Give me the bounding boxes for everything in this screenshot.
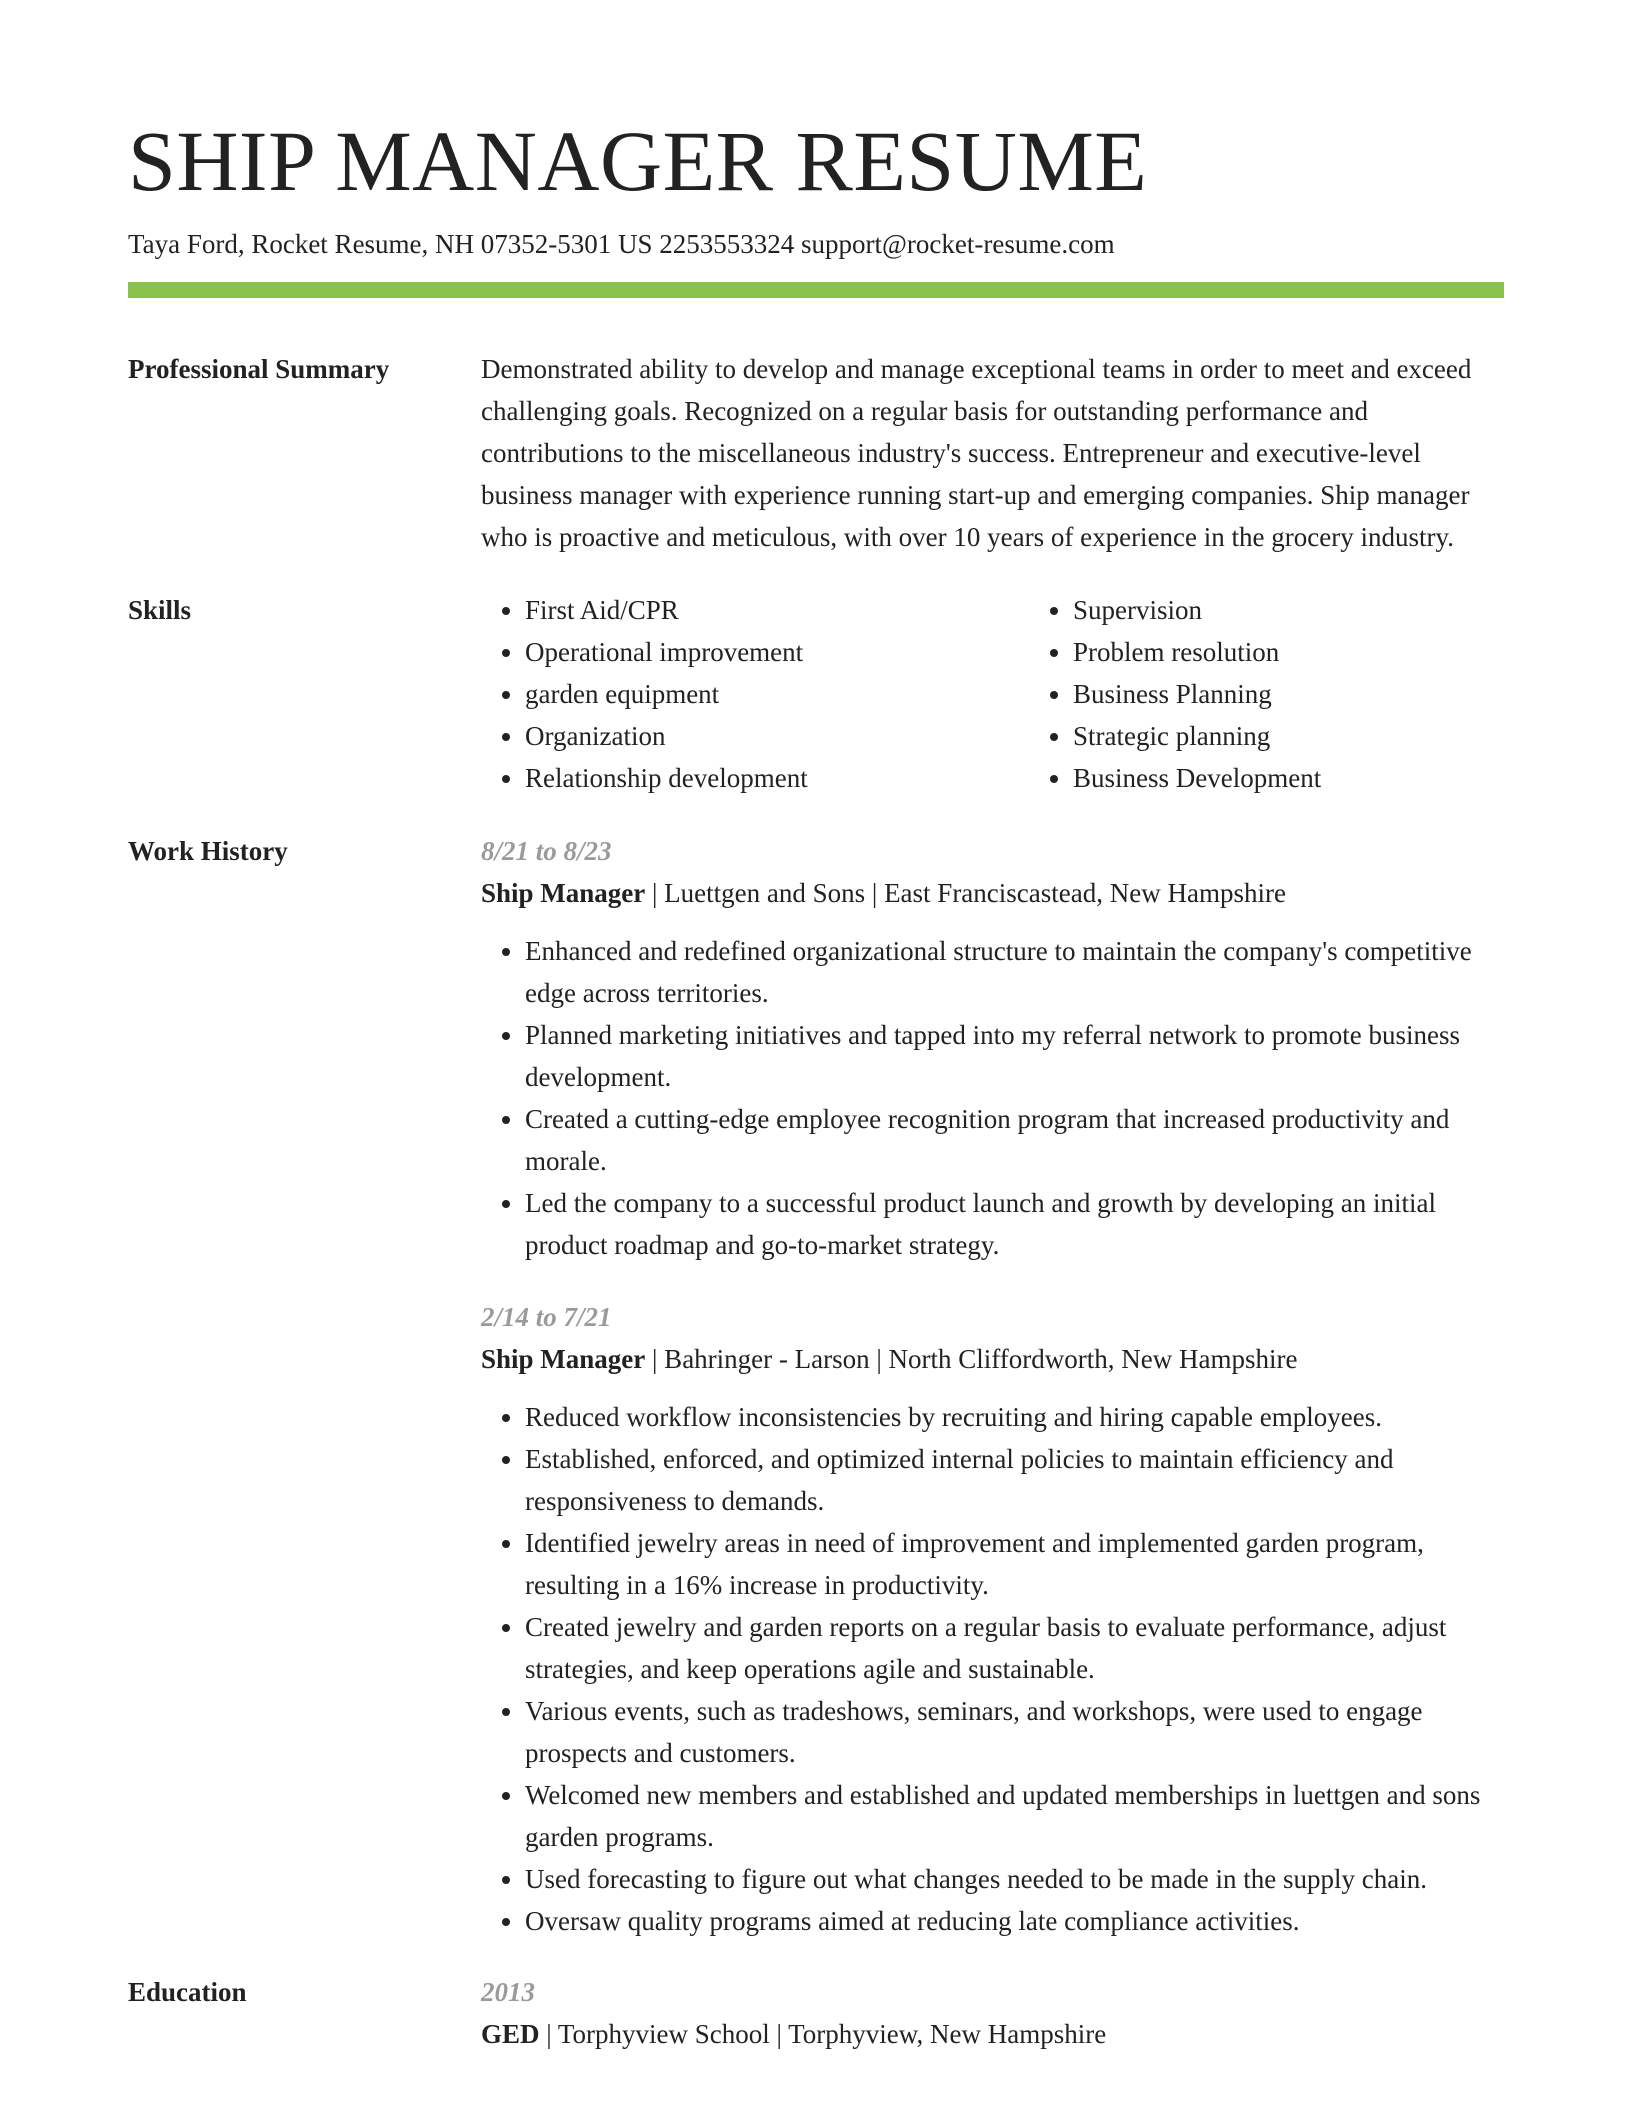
education-details: | Torphyview School | Torphyview, New Hampshire (539, 2019, 1107, 2050)
skill-item: • Relationship development (525, 757, 1029, 799)
job-bullet: • Used forecasting to figure out what changes needed to be made in the supply chain. (525, 1858, 1504, 1900)
skill-item: • Business Planning (1073, 673, 1577, 715)
skills-section (128, 589, 1504, 799)
work-history-heading: Work History (128, 836, 288, 867)
job-bullet: • Planned marketing initiatives and tapped into my referral network to promote business development. (525, 1014, 1504, 1098)
skill-item: • Organization (525, 715, 1029, 757)
job-bullet: • Identified jewelry areas in need of improvement and implemented garden program, resulting in a 16% increase in productivity. (525, 1522, 1504, 1606)
education-heading: Education (128, 1977, 247, 2008)
summary-heading: Professional Summary (128, 354, 390, 385)
header-divider (128, 282, 1504, 298)
job-bullet: • Led the company to a successful product launch and growth by developing an initial product roadmap and go-to-market strategy. (525, 1182, 1504, 1266)
job-dates: 2/14 to 7/21 (481, 1302, 612, 1333)
education-year: 2013 (481, 1977, 535, 2008)
job-bullet: • Created a cutting-edge employee recognition program that increased productivity and morale. (525, 1098, 1504, 1182)
job-title: Ship Manager (481, 878, 646, 909)
job-bullet: • Reduced workflow inconsistencies by recruiting and hiring capable employees. (525, 1396, 1504, 1438)
skill-item: • Problem resolution (1073, 631, 1577, 673)
skill-item: • Strategic planning (1073, 715, 1577, 757)
skills-list-right (1029, 589, 1577, 799)
job-dates: 8/21 to 8/23 (481, 836, 612, 867)
education-section (128, 1971, 1504, 2055)
summary-section (128, 348, 1504, 558)
job-bullets (481, 1396, 1504, 1942)
skills-grid (481, 589, 1577, 799)
job-bullet: • Oversaw quality programs aimed at reducing late compliance activities. (525, 1900, 1504, 1942)
job-heading (481, 1338, 1504, 1380)
skill-item: • Business Development (1073, 757, 1577, 799)
summary-text: Demonstrated ability to develop and manage exceptional teams in order to meet and exceed challenging goals. Recognized on a regular basis for outstanding performance and contributions to the miscellaneous industry's success. Entrepreneur and executive-level business manager with experience running start-up and emerging companies. Ship manager who is proactive and meticulous, with over 10 years of experience in the grocery industry. (481, 354, 1472, 553)
skills-heading: Skills (128, 595, 192, 626)
job-entry (481, 830, 1504, 1266)
job-bullet: • Various events, such as tradeshows, seminars, and workshops, were used to engage prospects and customers. (525, 1690, 1504, 1774)
skill-item: • garden equipment (525, 673, 1029, 715)
skill-item: • Operational improvement (525, 631, 1029, 673)
job-title: Ship Manager (481, 1344, 646, 1375)
skills-list-left (481, 589, 1029, 799)
job-bullet: • Established, enforced, and optimized internal policies to maintain efficiency and responsiveness to demands. (525, 1438, 1504, 1522)
education-entry (481, 2013, 1504, 2055)
job-heading (481, 872, 1504, 914)
job-bullet: • Welcomed new members and established and updated memberships in luettgen and sons garden programs. (525, 1774, 1504, 1858)
job-details: | Bahringer - Larson | North Cliffordworth, New Hampshire (645, 1344, 1298, 1375)
job-bullet: • Created jewelry and garden reports on a regular basis to evaluate performance, adjust strategies, and keep operations agile and sustainable. (525, 1606, 1504, 1690)
page-title: SHIP MANAGER RESUME (128, 113, 1148, 209)
job-bullets (481, 930, 1504, 1266)
education-degree: GED (481, 2019, 540, 2050)
skill-item: • Supervision (1073, 589, 1577, 631)
contact-line: Taya Ford, Rocket Resume, NH 07352-5301 US 2253553324 support@rocket-resume.com (128, 229, 1115, 259)
work-history-section (128, 830, 1504, 1942)
job-bullet: • Enhanced and redefined organizational structure to maintain the company's competitive edge across territories. (525, 930, 1504, 1014)
skill-item: • First Aid/CPR (525, 589, 1029, 631)
job-details: | Luettgen and Sons | East Franciscastead, New Hampshire (645, 878, 1286, 909)
job-entry (481, 1296, 1504, 1942)
